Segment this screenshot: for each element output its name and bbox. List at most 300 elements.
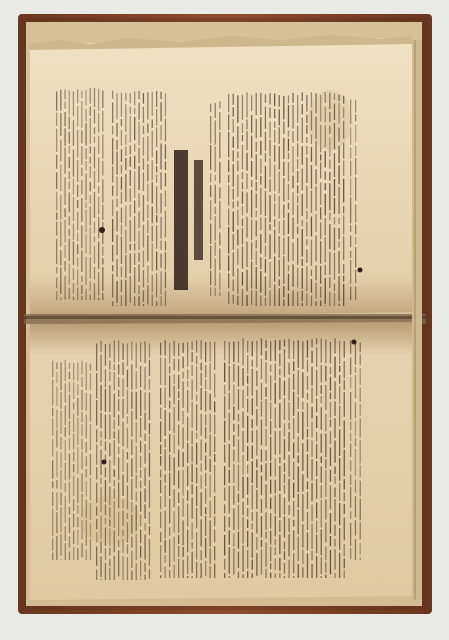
text-stroke [242,289,243,306]
text-stroke [252,485,253,510]
text-stroke [274,109,275,118]
heading-line [174,150,188,290]
text-stroke [284,563,285,574]
text-stroke [224,504,225,513]
text-stroke [360,343,361,353]
text-stroke [109,371,110,381]
text-stroke [73,452,74,462]
text-stroke [134,201,135,214]
text-stroke [90,88,91,104]
text-stroke [122,556,123,580]
text-stroke [288,377,289,400]
text-stroke [279,288,280,306]
text-stroke [311,407,312,419]
text-stroke [160,470,161,478]
text-stroke [325,171,326,180]
text-stroke [320,241,321,264]
text-stroke [302,268,303,289]
text-stroke [90,539,91,560]
text-stroke [85,148,86,159]
text-stroke [228,292,229,304]
text-stroke [215,103,216,118]
text-stroke [265,399,266,426]
text-stroke [233,464,234,483]
text-stroke [292,290,293,306]
text-stroke [292,131,293,143]
text-stroke [247,550,248,569]
text-stroke [334,441,335,463]
text-stroke [350,340,351,354]
text-stroke [238,366,239,387]
text-stroke [94,88,95,107]
text-stroke [100,478,101,485]
text-stroke [134,253,135,265]
text-stroke [105,467,106,477]
text-stroke [131,392,132,409]
text-stroke [292,218,293,240]
text-stroke [169,473,170,496]
text-stroke [228,255,229,271]
text-stroke [355,480,356,493]
text-stroke [350,161,351,177]
text-stroke [192,497,193,519]
text-stroke [122,362,123,375]
text-stroke [138,122,139,146]
text-stroke [94,192,95,218]
text-stroke [69,517,70,533]
text-stroke [160,496,161,509]
text-stroke [69,91,70,115]
text-stroke [169,434,170,452]
text-stroke [147,205,148,219]
text-stroke [174,407,175,433]
text-stroke [69,363,70,369]
text-stroke [233,107,234,116]
text-stroke [149,393,150,421]
text-stroke [252,532,253,558]
text-stroke [147,220,148,233]
text-stroke [229,530,230,544]
text-stroke [130,254,131,274]
text-stroke [102,161,103,176]
text-stroke [284,339,285,346]
text-stroke [90,146,91,153]
text-stroke [219,201,220,229]
text-stroke [274,230,275,254]
text-stroke [94,171,95,189]
text-stroke [252,512,253,521]
text-stroke [229,444,230,468]
text-stroke [360,465,361,477]
text-stroke [64,261,65,271]
text-stroke [85,109,86,122]
text-stroke [65,463,66,481]
text-stroke [339,366,340,372]
text-stroke [64,101,65,109]
text-stroke [311,165,312,189]
text-stroke [237,249,238,265]
text-stroke [187,490,188,501]
text-stroke [338,251,339,274]
text-stroke [56,512,57,533]
text-stroke [109,460,110,483]
text-stroke [56,222,57,236]
text-stroke [114,431,115,438]
text-stroke [215,146,216,172]
text-stroke [73,403,74,410]
text-stroke [100,355,101,383]
text-stroke [237,268,238,294]
text-stroke [205,391,206,412]
text-stroke [56,492,57,510]
text-stroke [315,301,316,306]
text-stroke [77,517,78,527]
text-stroke [169,401,170,409]
text-stroke [69,132,70,144]
text-stroke [330,470,331,482]
text-stroke [144,523,145,531]
text-stroke [140,342,141,362]
text-stroke [196,562,197,578]
text-stroke [98,158,99,183]
text-stroke [275,340,276,361]
text-stroke [187,576,188,578]
text-stroke [156,109,157,125]
text-stroke [56,239,57,264]
text-stroke [360,440,361,464]
text-stroke [81,91,82,98]
text-stroke [297,238,298,265]
text-stroke [233,201,234,208]
text-stroke [297,143,298,157]
text-stroke [165,211,166,238]
text-stroke [321,500,322,528]
text-stroke [284,349,285,377]
text-stroke [64,147,65,173]
text-stroke [339,341,340,364]
text-stroke [65,543,66,560]
text-stroke [325,470,326,497]
text-stroke [174,511,175,533]
text-stroke [205,427,206,439]
text-stroke [325,385,326,410]
text-stroke [288,432,289,452]
text-stroke [81,276,82,283]
text-stroke [307,454,308,478]
text-stroke [228,114,229,130]
text-stroke [81,198,82,222]
text-stroke [269,121,270,138]
text-stroke [298,537,299,561]
text-stroke [143,251,144,268]
text-stroke [90,424,91,450]
text-stroke [288,95,289,103]
text-stroke [94,109,95,123]
text-stroke [81,439,82,450]
text-stroke [242,477,243,499]
text-stroke [344,517,345,540]
text-stroke [315,283,316,299]
text-stroke [201,414,202,436]
text-stroke [297,126,298,142]
text-stroke [201,550,202,560]
text-stroke [73,531,74,544]
text-stroke [233,234,234,250]
text-stroke [325,414,326,431]
text-stroke [149,436,150,450]
text-stroke [52,361,53,377]
text-stroke [127,416,128,424]
text-stroke [334,198,335,214]
text-stroke [297,171,298,183]
text-stroke [81,473,82,492]
text-stroke [334,573,335,578]
text-stroke [283,256,284,284]
text-stroke [136,446,137,474]
text-stroke [160,421,161,442]
text-stroke [316,535,317,554]
text-stroke [350,460,351,471]
text-stroke [256,240,257,248]
text-stroke [69,146,70,154]
text-stroke [256,553,257,576]
text-stroke [307,492,308,509]
text-stroke [94,222,95,234]
text-stroke [311,551,312,561]
text-stroke [283,286,284,297]
text-stroke [73,363,74,380]
text-stroke [219,232,220,245]
text-stroke [165,387,166,408]
text-stroke [265,387,266,397]
text-stroke [165,511,166,539]
text-stroke [77,185,78,197]
text-stroke [321,339,322,363]
text-stroke [77,200,78,208]
text-stroke [178,343,179,356]
text-stroke [90,454,91,475]
text-stroke [265,463,266,481]
text-stroke [269,158,270,178]
text-stroke [56,363,57,370]
text-stroke [334,338,335,353]
text-stroke [270,547,271,562]
text-stroke [288,236,289,261]
text-stroke [160,193,161,213]
text-stroke [52,418,53,435]
text-stroke [183,411,184,424]
fore-edge-line [414,40,416,600]
text-stroke [210,434,211,456]
text-stroke [270,513,271,529]
text-stroke [360,543,361,555]
text-stroke [118,457,119,480]
text-stroke [334,217,335,225]
text-stroke [98,136,99,154]
text-stroke [121,208,122,224]
text-stroke [302,92,303,101]
text-stroke [350,487,351,508]
text-stroke [73,224,74,240]
text-stroke [56,267,57,273]
text-stroke [73,514,74,528]
text-stroke [316,444,317,459]
text-stroke [138,285,139,294]
text-stroke [265,429,266,446]
text-stroke [56,91,57,111]
text-stroke [265,542,266,566]
text-stroke [355,270,356,284]
text-stroke [94,136,95,142]
text-stroke [237,126,238,148]
text-stroke [109,385,110,412]
text-stroke [274,256,275,282]
text-stroke [121,295,122,306]
text-stroke [297,227,298,235]
text-stroke [343,236,344,260]
text-stroke [138,264,139,282]
text-stroke [242,412,243,428]
text-stroke [334,228,335,251]
text-stroke [252,369,253,396]
text-stroke [205,516,206,536]
text-stroke [360,368,361,385]
text-stroke [152,226,153,242]
text-stroke [214,465,215,493]
text-stroke [174,341,175,356]
text-stroke [355,367,356,373]
text-stroke [160,143,161,169]
text-stroke [116,93,117,119]
ornament-mark [358,268,363,273]
text-stroke [306,266,307,291]
text-stroke [339,458,340,481]
text-stroke [329,172,330,181]
text-stroke [210,271,211,285]
text-stroke [279,340,280,350]
text-stroke [105,548,106,560]
text-stroke [98,272,99,295]
text-stroke [140,514,141,526]
text-stroke [293,442,294,458]
text-stroke [298,370,299,395]
text-stroke [274,145,275,162]
text-stroke [174,537,175,562]
text-stroke [251,290,252,305]
text-stroke [329,292,330,306]
ornament-mark [102,460,107,465]
text-stroke [270,480,271,494]
text-stroke [125,158,126,170]
text-stroke [156,186,157,213]
text-stroke [293,341,294,359]
text-stroke [140,470,141,478]
text-stroke [265,107,266,129]
text-stroke [205,443,206,453]
text-stroke [292,105,293,129]
text-stroke [279,221,280,233]
text-stroke [136,422,137,443]
text-stroke [330,550,331,574]
text-stroke [261,499,262,513]
text-stroke [60,534,61,556]
text-stroke [238,572,239,578]
text-stroke [242,145,243,170]
text-stroke [178,535,179,544]
text-stroke [265,94,266,103]
text-stroke [269,234,270,259]
text-stroke [52,481,53,488]
text-stroke [233,486,234,505]
text-stroke [238,414,239,422]
text-stroke [165,241,166,251]
text-stroke [293,462,294,480]
text-stroke [279,377,280,399]
text-stroke [292,146,293,173]
text-stroke [156,215,157,222]
text-stroke [81,424,82,436]
text-stroke [350,236,351,248]
text-stroke [265,484,266,508]
text-stroke [131,411,132,437]
text-stroke [334,418,335,438]
text-stroke [201,388,202,410]
text-stroke [73,476,74,497]
text-stroke [187,443,188,464]
text-stroke [233,424,234,432]
text-stroke [293,418,294,439]
text-stroke [192,542,193,549]
text-stroke [338,145,339,163]
text-stroke [165,252,166,270]
text-stroke [330,485,331,509]
text-stroke [265,259,266,273]
text-stroke [247,531,248,547]
text-stroke [325,499,326,519]
text-stroke [265,569,266,578]
text-stroke [306,239,307,245]
text-stroke [355,344,356,365]
text-stroke [138,166,139,190]
text-stroke [56,172,57,189]
text-stroke [121,149,122,162]
text-stroke [344,492,345,501]
text-stroke [256,182,257,192]
text-stroke [134,92,135,106]
text-stroke [355,375,356,398]
text-stroke [100,412,101,428]
text-stroke [274,130,275,143]
text-stroke [238,532,239,549]
text-stroke [270,365,271,372]
text-stroke [256,390,257,407]
text-stroke [251,180,252,187]
text-stroke [350,443,351,457]
text-stroke [275,408,276,428]
text-stroke [219,112,220,130]
text-stroke [284,423,285,436]
text-stroke [109,568,110,580]
text-stroke [288,203,289,210]
text-stroke [292,243,293,261]
text-stroke [350,358,351,375]
text-stroke [98,242,99,270]
text-stroke [355,520,356,535]
text-stroke [302,104,303,114]
text-stroke [269,290,270,306]
text-stroke [224,573,225,578]
text-stroke [131,364,132,389]
